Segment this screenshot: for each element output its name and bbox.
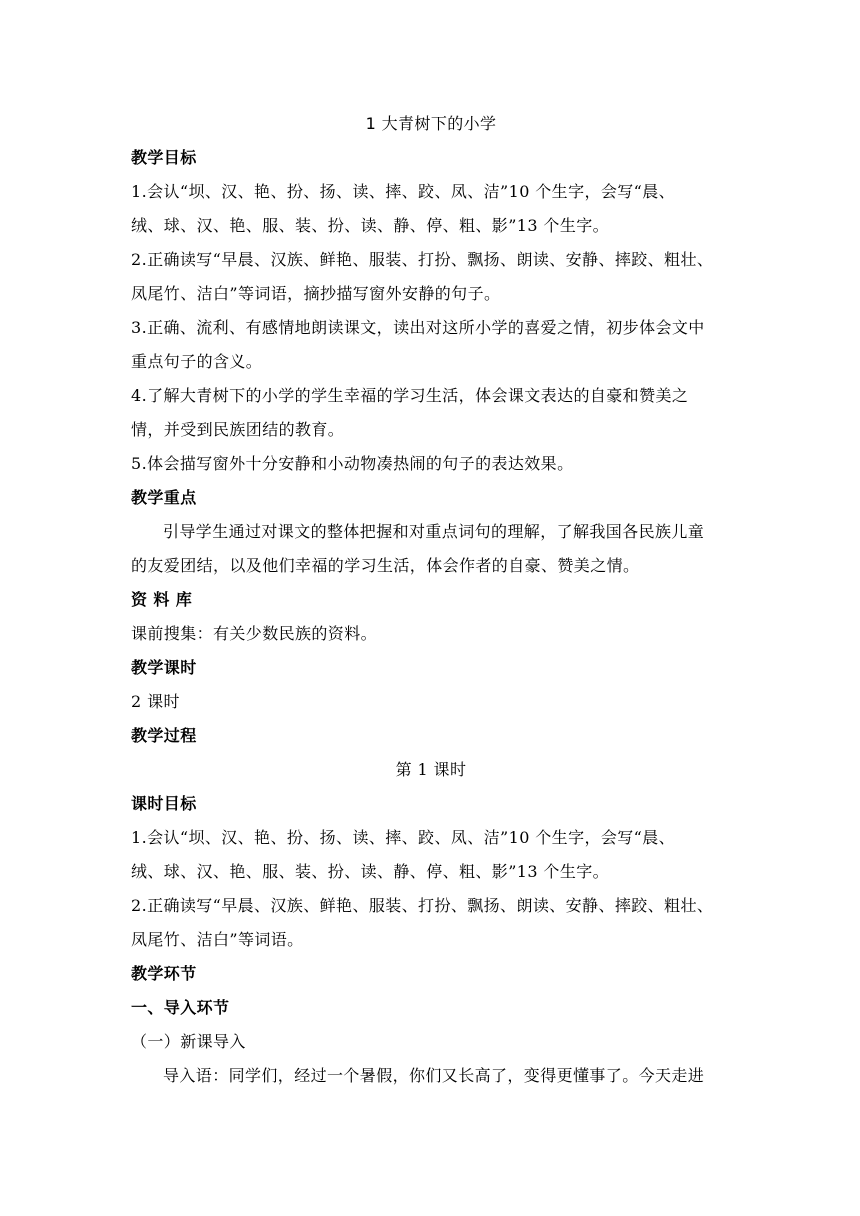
goal-line: 绒、球、汉、艳、服、装、扮、读、静、停、粗、影”13 个生字。 bbox=[131, 216, 610, 235]
lesson-goal-line: 绒、球、汉、艳、服、装、扮、读、静、停、粗、影”13 个生字。 bbox=[131, 862, 610, 881]
step1-text: 导入语：同学们，经过一个暑假，你们又长高了，变得更懂事了。今天走进 bbox=[163, 1066, 705, 1085]
hours-heading: 教学课时 bbox=[131, 658, 197, 677]
step1-heading: 一、导入环节 bbox=[131, 998, 230, 1017]
goals-heading: 教学目标 bbox=[131, 148, 197, 167]
goal-line: 2.正确读写“早晨、汉族、鲜艳、服装、打扮、飘扬、朗读、安静、摔跤、粗壮、 bbox=[131, 250, 714, 269]
lesson-goal-line: 凤尾竹、洁白”等词语。 bbox=[131, 930, 304, 949]
lesson-goal-line: 1.会认“坝、汉、艳、扮、扬、读、摔、跤、凤、洁”10 个生字，会写“晨、 bbox=[131, 828, 676, 847]
goal-line: 情，并受到民族团结的教育。 bbox=[131, 420, 345, 439]
resource-text: 课前搜集：有关少数民族的资料。 bbox=[131, 624, 378, 643]
process-heading: 教学过程 bbox=[131, 726, 197, 745]
resource-heading: 资 料 库 bbox=[131, 590, 193, 609]
key-line: 引导学生通过对课文的整体把握和对重点词句的理解，了解我国各民族儿童 bbox=[163, 522, 705, 541]
lesson-goal-line: 2.正确读写“早晨、汉族、鲜艳、服装、打扮、飘扬、朗读、安静、摔跤、粗壮、 bbox=[131, 896, 714, 915]
lesson-session-title: 第 1 课时 bbox=[395, 760, 467, 779]
goal-line: 4.了解大青树下的小学的学生幸福的学习生活，体会课文表达的自豪和赞美之 bbox=[131, 386, 689, 405]
hours-text: 2 课时 bbox=[131, 692, 180, 711]
lesson-title: 1 大青树下的小学 bbox=[365, 114, 497, 133]
goal-line: 3.正确、流利、有感情地朗读课文，读出对这所小学的喜爱之情，初步体会文中 bbox=[131, 318, 705, 337]
goal-line: 1.会认“坝、汉、艳、扮、扬、读、摔、跤、凤、洁”10 个生字，会写“晨、 bbox=[131, 182, 676, 201]
key-heading: 教学重点 bbox=[131, 488, 197, 507]
key-line: 的友爱团结，以及他们幸福的学习生活，体会作者的自豪、赞美之情。 bbox=[131, 556, 640, 575]
document-content bbox=[131, 107, 731, 1093]
goal-line: 重点句子的含义。 bbox=[131, 352, 263, 371]
goal-line: 凤尾竹、洁白”等词语，摘抄描写窗外安静的句子。 bbox=[131, 284, 501, 303]
step1-subheading: （一）新课导入 bbox=[131, 1032, 246, 1051]
steps-heading: 教学环节 bbox=[131, 964, 197, 983]
lesson-goals-heading: 课时目标 bbox=[131, 794, 197, 813]
goal-line: 5.体会描写窗外十分安静和小动物凑热闹的句子的表达效果。 bbox=[131, 454, 574, 473]
